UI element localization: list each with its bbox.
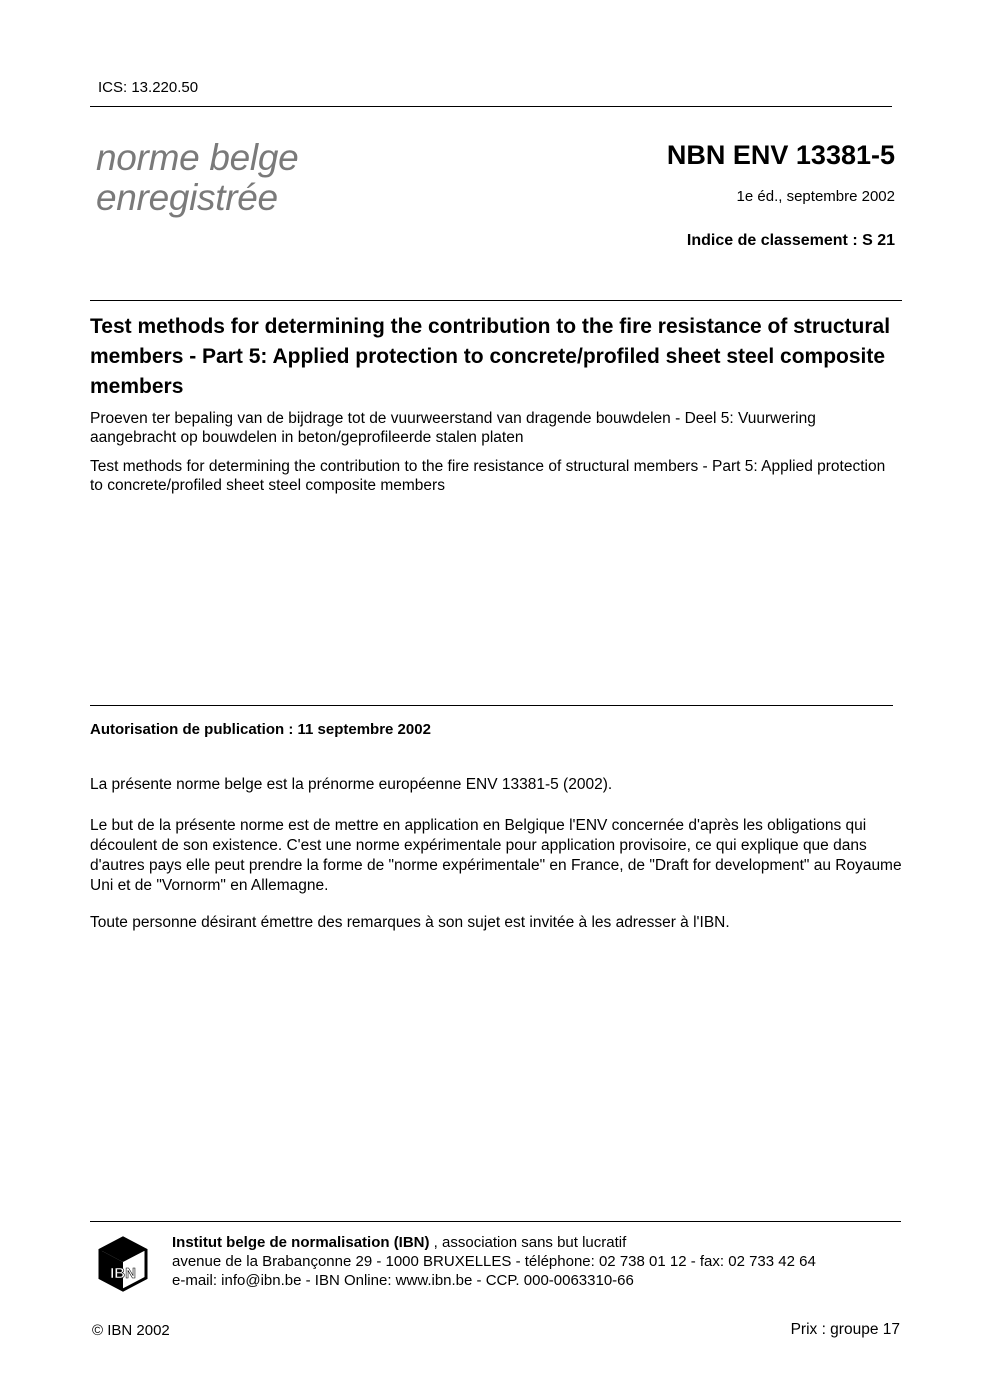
institute-suffix: , association sans but lucratif [429,1234,627,1251]
publication-authorization: Autorisation de publication : 11 septembre 2002 [90,721,431,738]
document-title-english-sub: Test methods for determining the contribution to the fire resistance of structural members - Part 5: Applied protection to concrete/profiled sheet steel composite members [90,458,886,494]
body-divider [90,705,893,706]
ibn-logo [98,1236,148,1292]
institute-name-line [172,1233,626,1252]
brand-title [96,138,298,218]
document-title-english: Test methods for determining the contribution to the fire resistance of structural members - Part 5: Applied protection to concrete/profiled sheet steel composite members [90,315,891,398]
logo-text: IBN [110,1265,136,1282]
document-title-dutch: Proeven ter bepaling van de bijdrage tot de vuurweerstand van dragende bouwdelen - Deel 5: Vuurwering aangebracht op bouwdelen in beton/geprofileerde stalen platen [90,410,816,446]
paragraph-purpose: Le but de la présente norme est de mettre en application en Belgique l'ENV concernée d'après les obligations qui découlent de son existence. C'est une norme expérimentale pour application provisoire, ce qui explique que dans d'autres pays elle peut prendre la forme de "norme expérimentale" en France, de "Draft for development" au Royaume Uni et de "Vornorm" en Allemagne. [90,817,902,894]
institute-address: avenue de la Brabançonne 29 - 1000 BRUXELLES - téléphone: 02 738 01 12 - fax: 02 733 42 64 [172,1253,816,1270]
price-group: Prix : groupe 17 [790,1321,900,1338]
top-divider [90,106,892,107]
classification-index: Indice de classement : S 21 [686,232,895,249]
institute-name: Institut belge de normalisation (IBN) [172,1234,430,1251]
brand-line-2: enregistrée [96,177,278,218]
ics-code: ICS: 13.220.50 [98,79,199,96]
footer-divider [90,1221,901,1222]
paragraph-prenorm: La présente norme belge est la prénorme européenne ENV 13381-5 (2002). [90,776,613,793]
standard-number: NBN ENV 13381-5 [666,140,895,170]
paragraph-remarks: Toute personne désirant émettre des remarques à son sujet est invitée à les adresser à l'IBN. [90,914,730,931]
title-divider [90,300,902,301]
edition-date: 1e éd., septembre 2002 [736,188,895,205]
institute-contact: e-mail: info@ibn.be - IBN Online: www.ibn.be - CCP. 000-0063310-66 [172,1272,634,1289]
brand-line-1: norme belge [96,137,299,178]
copyright: © IBN 2002 [92,1322,170,1339]
